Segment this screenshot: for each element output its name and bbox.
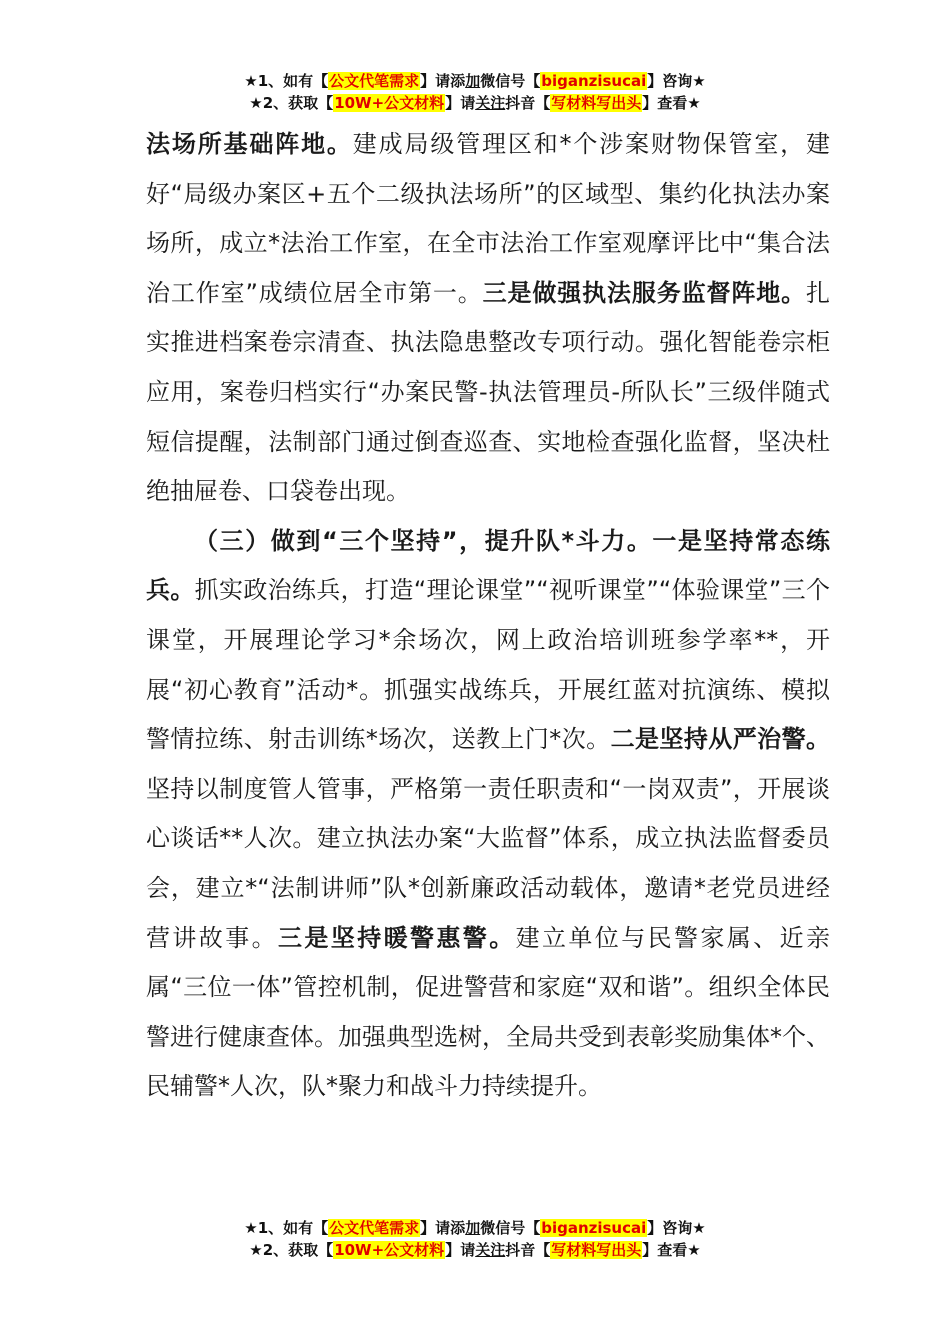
body-text-run: 坚持以制度管人管事，严格第一责任职责和“一岗双责”，开展谈心谈话**人次。建立执法办案“大监督”体系，成立执法监督委员会，建立*“法制讲师”队*创新廉政活动载体，邀请*老党员进经营讲故事。 [146, 774, 830, 952]
highlight-materials: 10W+公文材料 [334, 94, 445, 112]
body-text-run: 建成局级管理区和*个涉案财物保管室，建好“局级办案区+五个二级执法场所”的区域型、集约化执法办案场所，成立*法治工作室，在全市法治工作室观摩评比中“集合法治工作室”成绩位居全市第一。 [146, 130, 831, 307]
paragraph-1 [146, 120, 830, 517]
body-text-run: 建立单位与民警家属、近亲属“三位一体”管控机制，促进警营和家庭“双和谐”。组织全体民警进行健康查体。加强典型选树，全局共受到表彰奖励集体*个、民辅警*人次，队*聚力和战斗力持续提升。 [146, 923, 831, 1101]
highlight-service: 公文代笔需求 [329, 72, 420, 90]
highlight-douyin-account: 写材料写出头 [551, 94, 642, 112]
bold-phrase: 三是坚持暖警惠警。 [278, 923, 516, 952]
bold-phrase: 三是做强执法服务监督阵地。 [482, 278, 807, 307]
promo-line-1: ★1、如有【公文代笔需求】请添加微信号【biganzisucai】咨询★ [244, 1219, 706, 1237]
highlight-service: 公文代笔需求 [329, 1219, 420, 1237]
highlight-wechat-id: biganzisucai [541, 72, 647, 90]
document-body [146, 120, 830, 1112]
bold-phrase: 二是坚持从严治警。 [610, 725, 831, 754]
body-text-run: 抓实政治练兵，打造“理论课堂”“视听课堂”“体验课堂”三个课堂，开展理论学习*余场次，网上政治培训班参学率**，开展“初心教育”活动*。抓强实战练兵，开展红蓝对抗演练、模拟警情拉练、射击训练*场次，送教上门*次。 [146, 576, 830, 754]
body-text-run: 扎实推进档案卷宗清查、执法隐患整改专项行动。强化智能卷宗柜应用，案卷归档实行“办案民警-执法管理员-所队长”三级伴随式短信提醒，法制部门通过倒查巡查、实地检查强化监督，坚决杜绝抽屉卷、口袋卷出现。 [146, 278, 831, 506]
promo-line-2: ★2、获取【10W+公文材料】请关注抖音【写材料写出头】查看★ [249, 1241, 701, 1259]
highlight-materials: 10W+公文材料 [334, 1241, 445, 1259]
bold-phrase: 法场所基础阵地。 [146, 130, 353, 158]
highlight-wechat-id: biganzisucai [541, 1219, 647, 1237]
promo-line-1: ★1、如有【公文代笔需求】请添加微信号【biganzisucai】咨询★ [244, 72, 706, 90]
section-heading: （三）做到“三个坚持”，提升队*斗力。一是坚持常态练兵。 [146, 526, 830, 605]
promo-banner-bottom [0, 1217, 950, 1261]
promo-line-2: ★2、获取【10W+公文材料】请关注抖音【写材料写出头】查看★ [249, 94, 701, 112]
highlight-douyin-account: 写材料写出头 [551, 1241, 642, 1259]
paragraph-2 [146, 517, 830, 1112]
promo-banner-top [0, 70, 950, 114]
